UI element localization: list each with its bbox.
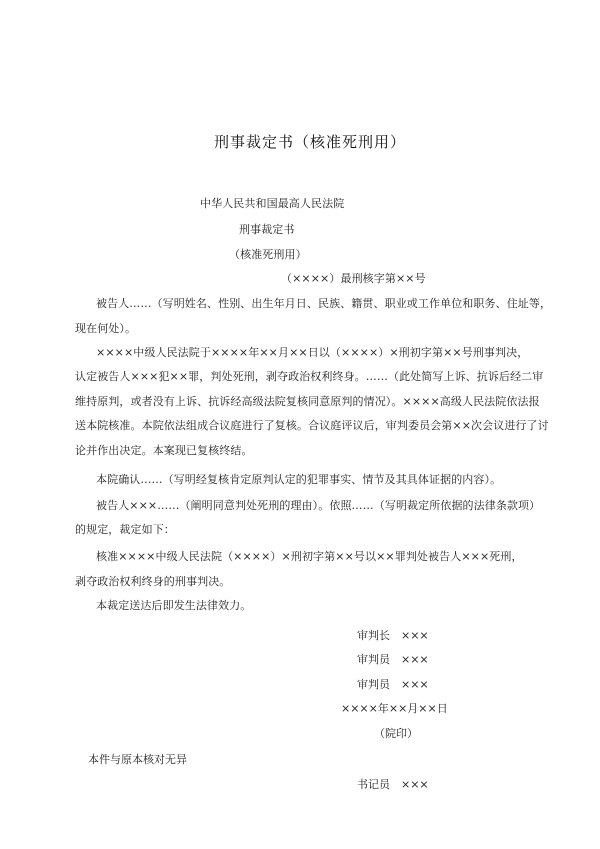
ruling-line-2: 剥夺政治权利终身的刑事判决。 [75, 575, 231, 588]
case-number: （××××）最刑核字第××号 [281, 272, 426, 285]
reasoning-line-1: 被告人×××……（阐明同意判处死刑的理由）。依照……（写明裁定所依据的法律条款项） [96, 499, 541, 512]
procedure-line-4: 送本院核准。本院依法组成合议庭进行了复核。合议庭评议后，审判委员会第××次会议进行了讨 [75, 419, 549, 432]
procedure-line-3: 维持原判，或者没有上诉、抗诉经高级法院复核同意原判的情况）。××××高级人民法院依法报 [75, 395, 540, 408]
judge-signature-2: 审判员 ××× [357, 678, 429, 691]
procedure-line-2: 认定被告人×××犯××罪，判处死刑，剥夺政治权利终身。……（此处简写上诉、抗诉后经二审 [75, 370, 544, 383]
chief-judge-signature: 审判长 ××× [357, 629, 429, 642]
findings-line: 本院确认……（写明经复核肯定原判认定的犯罪事实、情节及其具体证据的内容）。 [96, 473, 502, 486]
document-type: 刑事裁定书 [239, 223, 295, 236]
judge-signature-1: 审判员 ××× [357, 653, 429, 666]
procedure-line-5: 论并作出决定。本案现已复核终结。 [75, 444, 253, 457]
procedure-line-1: ××××中级人民法院于××××年××月××日以（××××）×刑初字第××号刑事判决， [96, 346, 529, 359]
court-seal: （院印） [374, 727, 418, 740]
ruling-date: ××××年××月××日 [341, 702, 448, 715]
reasoning-line-2: 的规定，裁定如下： [75, 523, 175, 536]
effect-line: 本裁定送达后即发生法律效力。 [96, 599, 252, 612]
defendant-line-1: 被告人……（写明姓名、性别、出生年月日、民族、籍贯、职业或工作单位和职务、住址等， [96, 297, 552, 310]
document-subtitle: （核准死刑用） [229, 248, 307, 261]
defendant-line-2: 现在何处）。 [75, 322, 137, 335]
court-name: 中华人民共和国最高人民法院 [200, 197, 345, 210]
clerk-signature: 书记员 ××× [357, 778, 429, 791]
document-title: 刑事裁定书（核准死刑用） [214, 133, 407, 151]
ruling-line-1: 核准××××中级人民法院（××××）×刑初字第××号以××罪判处被告人×××死刑， [96, 550, 523, 563]
certification-note: 本件与原本核对无异 [88, 753, 187, 766]
